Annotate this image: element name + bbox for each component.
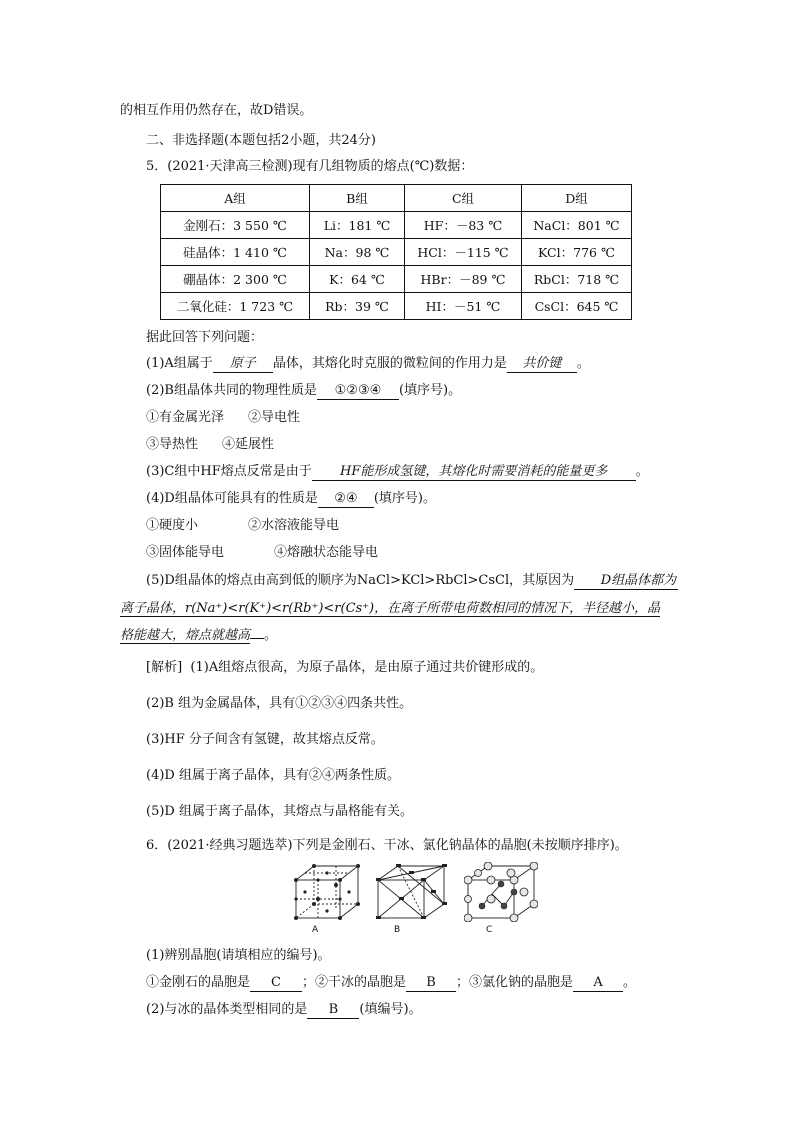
table-cell: 二氧化硅：1 723 ℃ xyxy=(161,293,310,320)
part1-text: (1)A组属于 xyxy=(146,356,213,371)
table-header: B组 xyxy=(310,185,405,212)
q6-part2 xyxy=(146,1002,422,1019)
part2-text: (2)B组晶体共同的物理性质是 xyxy=(146,383,317,398)
table-cell: NaCl：801 ℃ xyxy=(522,212,632,239)
answer-blank: ②④ xyxy=(318,491,374,508)
analysis-text: (1)A组熔点很高，为原子晶体，是由原子通过共价键形成的。 xyxy=(190,660,544,675)
analysis-line4: (4)D 组属于离子晶体，具有②④两条性质。 xyxy=(146,768,400,783)
part3-text: 。 xyxy=(635,464,649,479)
table-cell: K：64 ℃ xyxy=(310,266,405,293)
option-d4: ④熔融状态能导电 xyxy=(274,545,379,560)
q6-stem: 6．(2021·经典习题选萃)下列是金刚石、干冰、氯化钠晶体的晶胞(未按顺序排序)。 xyxy=(146,838,628,853)
q6-part1: (1)辨别晶胞(请填相应的编号)。 xyxy=(146,948,331,963)
part4-text: (填序号)。 xyxy=(373,491,436,506)
table-row xyxy=(161,239,632,266)
part1-text: 晶体，其熔化时克服的微粒间的作用力是 xyxy=(272,356,507,371)
figure-label-a: A xyxy=(312,925,319,935)
crystal-cell-c-figure xyxy=(464,862,538,922)
analysis-line1 xyxy=(146,660,543,676)
q5-part5-answer-line2 xyxy=(120,601,660,617)
table-cell: KCl：776 ℃ xyxy=(522,239,632,266)
option-b3: ③导热性 xyxy=(146,437,199,452)
answer-blank: B xyxy=(307,1002,359,1019)
q6-text: (填编号)。 xyxy=(359,1002,422,1017)
table-header: A组 xyxy=(161,185,310,212)
part5-text: (5)D组晶体的熔点由高到低的顺序为NaCl>KCl>RbCl>CsCl，其原因为 xyxy=(146,573,575,588)
q6-text: ①金刚石的晶胞是 xyxy=(146,975,251,990)
answer-continued: 格能越大，熔点就越高 xyxy=(120,628,251,643)
q6-text: ；②干冰的晶胞是 xyxy=(302,975,407,990)
crystal-cell-b-figure xyxy=(374,862,448,922)
q5-part1 xyxy=(146,356,590,373)
table-cell: Li：181 ℃ xyxy=(310,212,405,239)
option-b1: ①有金属光泽 xyxy=(146,410,225,425)
q6-part1-answers xyxy=(146,975,636,992)
answer-blank: HF能形成氢键，其熔化时需要消耗的能量更多 xyxy=(312,464,636,481)
q5-part3 xyxy=(146,464,649,481)
crystal-cell-a-figure xyxy=(292,862,364,922)
table-header: C组 xyxy=(405,185,522,212)
intro-text: 的相互作用仍然存在，故D错误。 xyxy=(120,103,313,118)
option-b2: ②导电性 xyxy=(248,410,301,425)
answer-blank: A xyxy=(573,975,623,992)
q6-text: 。 xyxy=(623,975,637,990)
table-header: D组 xyxy=(522,185,632,212)
table-cell: HBr：－89 ℃ xyxy=(405,266,522,293)
part2-text: (填序号)。 xyxy=(398,383,462,398)
analysis-line3: (3)HF 分子间含有氢键，故其熔点反常。 xyxy=(146,732,384,747)
answer-blank: D组晶体都为 xyxy=(574,573,678,590)
table-row xyxy=(161,266,632,293)
q5-part5 xyxy=(146,573,678,590)
table-row xyxy=(161,293,632,320)
q5-part2 xyxy=(146,383,461,400)
table-cell: CsCl：645 ℃ xyxy=(522,293,632,320)
answer-blank: B xyxy=(406,975,456,992)
q6-text: (2)与冰的晶体类型相同的是 xyxy=(146,1002,308,1017)
table-row xyxy=(161,212,632,239)
part4-text: (4)D组晶体可能具有的性质是 xyxy=(146,491,318,506)
q5-part4 xyxy=(146,491,436,508)
table-cell: Na：98 ℃ xyxy=(310,239,405,266)
option-d1: ①硬度小 xyxy=(146,518,199,533)
answer-blank: 共价键 xyxy=(507,356,577,373)
table-cell: 硅晶体：1 410 ℃ xyxy=(161,239,310,266)
answer-blank: ①②③④ xyxy=(317,383,399,400)
table-cell: 金刚石：3 550 ℃ xyxy=(161,212,310,239)
section-title: 二、非选择题(本题包括2小题，共24分) xyxy=(146,133,376,148)
q6-text: ；③氯化钠的晶胞是 xyxy=(456,975,574,990)
analysis-line5: (5)D 组属于离子晶体，其熔点与晶格能有关。 xyxy=(146,804,413,819)
part3-text: (3)C组中HF熔点反常是由于 xyxy=(146,464,312,479)
option-b4: ④延展性 xyxy=(222,437,275,452)
analysis-line2: (2)B 组为金属晶体，具有①②③④四条共性。 xyxy=(146,696,413,711)
table-cell: 硼晶体：2 300 ℃ xyxy=(161,266,310,293)
q5-part5-answer-line3 xyxy=(120,628,277,644)
table-cell: RbCl：718 ℃ xyxy=(522,266,632,293)
answer-continued: 离子晶体，r(Na⁺)<r(K⁺)<r(Rb⁺)<r(Cs⁺)，在离子所带电荷数相同的情况下，半径越小，晶 xyxy=(120,601,661,616)
part1-text: 。 xyxy=(576,356,590,371)
answer-blank: C xyxy=(250,975,302,992)
figure-label-c: C xyxy=(486,925,493,935)
part5-end: 。 xyxy=(264,628,278,643)
table-header-row xyxy=(161,185,632,212)
answer-blank: 原子 xyxy=(213,356,273,373)
q5-prompt: 据此回答下列问题： xyxy=(146,330,264,345)
table-cell: HF：－83 ℃ xyxy=(405,212,522,239)
option-d3: ③固体能导电 xyxy=(146,545,225,560)
q5-stem: 5．(2021·天津高三检测)现有几组物质的熔点(℃)数据： xyxy=(146,159,474,174)
melting-point-table xyxy=(160,184,632,320)
table-cell: HCl：－115 ℃ xyxy=(405,239,522,266)
table-cell: Rb：39 ℃ xyxy=(310,293,405,320)
option-d2: ②水溶液能导电 xyxy=(248,518,340,533)
analysis-tag: [解析] xyxy=(146,660,183,675)
table-cell: HI：－51 ℃ xyxy=(405,293,522,320)
figure-label-b: B xyxy=(394,925,401,935)
